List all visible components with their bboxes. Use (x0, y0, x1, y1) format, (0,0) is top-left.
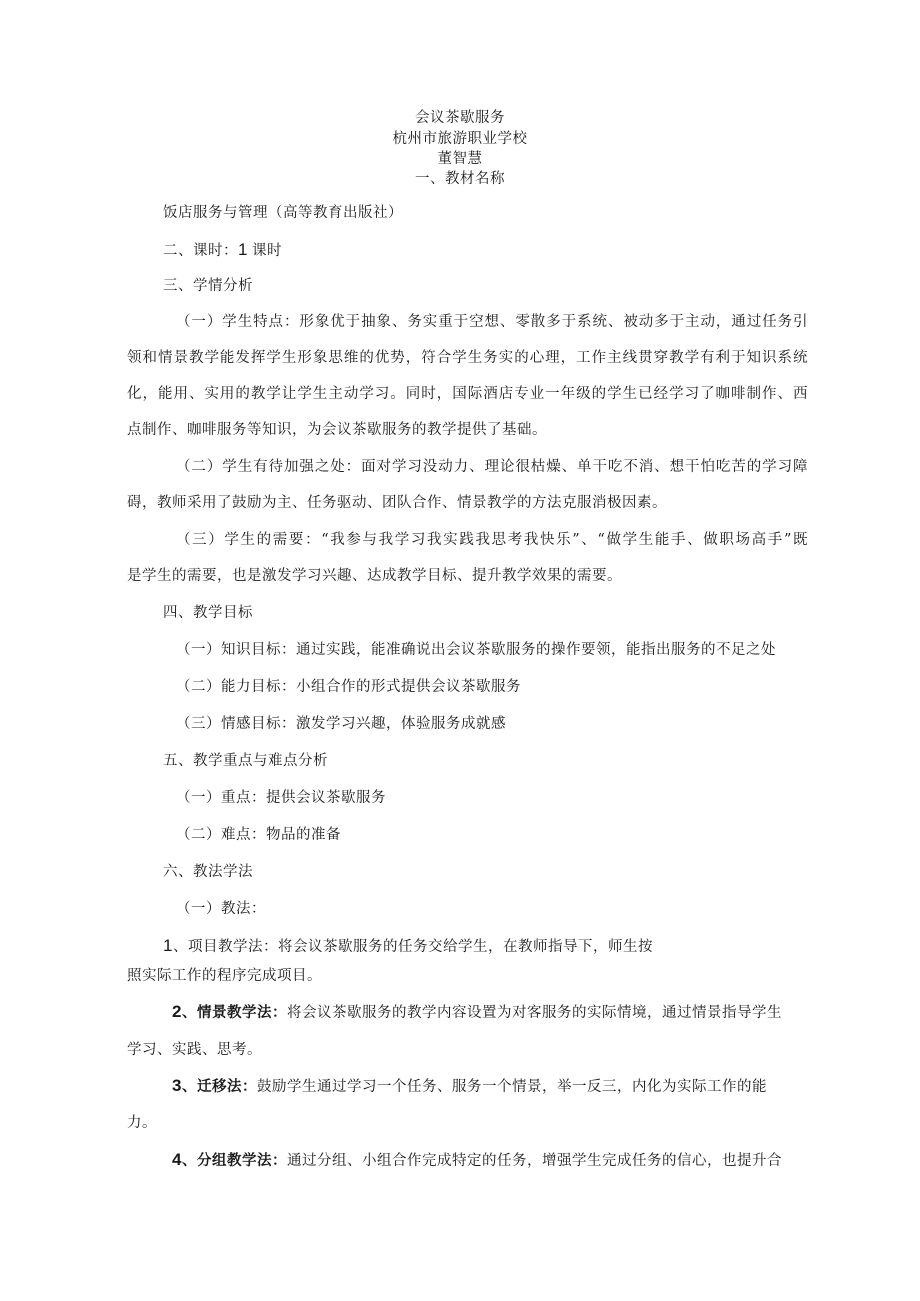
section-heading-4: 四、教学目标 (163, 605, 253, 621)
method-4-line (172, 1150, 782, 1171)
method-2-line (172, 1002, 782, 1023)
method-3-label: 、迁移法： (181, 1078, 257, 1095)
paragraph-line: 点制作、咖啡服务等知识，为会议茶歇服务的教学提供了基础。 (127, 422, 547, 438)
section-heading-2 (163, 240, 282, 261)
school-name: 杭州市旅游职业学校 (392, 131, 528, 147)
focus-item: （一）重点：提供会议茶歇服务 (176, 790, 386, 806)
class-hours-suffix: 课时 (251, 243, 282, 259)
paragraph-line: （三）学生的需要：“我参与我学习我实践我思考我快乐”、“做学生能手、做职场高手”既 (176, 532, 808, 548)
method-4-number: 4 (172, 1150, 182, 1169)
section-heading-6: 六、教法学法 (163, 864, 253, 880)
paragraph-line: 领和情景教学能发挥学生形象思维的优势，符合学生务实的心理，工作主线贯穿教学有利于知识系统 (127, 350, 808, 366)
paragraph-line: 是学生的需要，也是激发学习兴趣、达成教学目标、提升教学效果的需要。 (127, 568, 622, 584)
class-hours-number: 1 (238, 240, 248, 259)
textbook-name: 饭店服务与管理（高等教育出版社） (163, 205, 403, 221)
teaching-methods-subheading: （一）教法： (176, 901, 266, 917)
goal-item: （一）知识目标：通过实践，能准确说出会议茶歇服务的操作要领，能指出服务的不足之处 (176, 642, 776, 658)
class-hours-prefix: 二、课时： (163, 243, 238, 259)
section-heading-1: 一、教材名称 (415, 171, 505, 187)
focus-item: （二）难点：物品的准备 (176, 827, 341, 843)
method-1-text: 、项目教学法：将会议茶歇服务的任务交给学生，在教师指导下，师生按 (172, 939, 653, 955)
method-4-label: 、分组教学法： (181, 1152, 287, 1169)
method-4-text: 通过分组、小组合作完成特定的任务，增强学生完成任务的信心，也提升合 (286, 1153, 782, 1169)
method-2-number: 2 (172, 1002, 182, 1021)
method-3-number: 3 (172, 1076, 182, 1095)
document-title: 会议茶歇服务 (415, 110, 505, 126)
method-2-label: 、情景教学法： (181, 1004, 287, 1021)
section-heading-3: 三、学情分析 (163, 278, 253, 294)
method-3-line (172, 1076, 767, 1097)
paragraph-line: 碍，教师采用了鼓励为主、任务驱动、团队合作、情景教学的方法克服消极因素。 (127, 495, 667, 511)
paragraph-line: 化，能用、实用的教学让学生主动学习。同时，国际酒店专业一年级的学生已经学习了咖啡制作、西 (127, 386, 808, 402)
goal-item: （二）能力目标：小组合作的形式提供会议茶歇服务 (176, 679, 521, 695)
method-2-continuation: 学习、实践、思考。 (127, 1042, 262, 1058)
method-3-continuation: 力。 (127, 1115, 157, 1131)
paragraph-line: （一）学生特点：形象优于抽象、务实重于空想、零散多于系统、被动多于主动，通过任务引 (176, 314, 808, 330)
author-name: 董智慧 (437, 151, 483, 167)
method-1-line (163, 936, 653, 957)
method-1-number: 1 (163, 936, 173, 955)
goal-item: （三）情感目标：激发学习兴趣，体验服务成就感 (176, 716, 506, 732)
method-2-text: 将会议茶歇服务的教学内容设置为对客服务的实际情境，通过情景指导学生 (286, 1005, 782, 1021)
method-3-text: 鼓励学生通过学习一个任务、服务一个情景，举一反三，内化为实际工作的能 (256, 1079, 767, 1095)
paragraph-line: （二）学生有待加强之处：面对学习没动力、理论很枯燥、单干吃不消、想干怕吃苦的学习障 (176, 459, 808, 475)
section-heading-5: 五、教学重点与难点分析 (163, 753, 328, 769)
method-1-continuation: 照实际工作的程序完成项目。 (127, 968, 322, 984)
